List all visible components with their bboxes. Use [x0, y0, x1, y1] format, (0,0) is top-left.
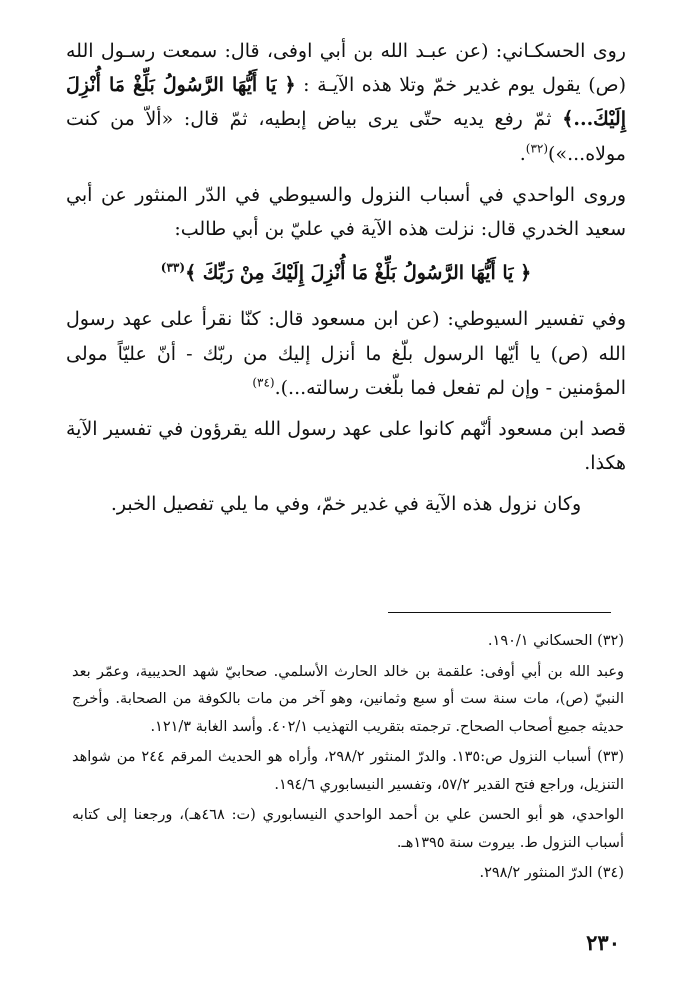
paragraph-ibn-masud [66, 412, 626, 480]
footnote-ref: (٣٢) [525, 141, 549, 156]
footnote-32: (٣٢) الحسكاني ١٩٠/١. [487, 633, 624, 649]
quran-verse: ﴿ يَا أَيُّهَا الرَّسُولُ بَلِّغْ مَا أُنْزِلَ إِلَيْكَ...﴾ [66, 74, 626, 131]
paragraph-text: ثمّ رفع يديه حتّى يرى بياض إبطيه، ثمّ قال: «ألاّ من كنت مولاه...») [66, 108, 626, 165]
footnotes [72, 628, 624, 891]
paragraph-ghadir [66, 487, 626, 521]
footnote-34: (٣٤) الدرّ المنثور ٢٩٨/٢. [479, 865, 624, 881]
paragraph-text: وكان نزول هذه الآية في غدير خمّ، وفي ما يلي تفصيل الخبر. [110, 493, 582, 516]
paragraph-text: وفي تفسير السيوطي: (عن ابن مسعود قال: كنّا نقرأ على عهد رسول الله (ص) يا أيّها الرسول بلّغ ما أنزل إليك من ربّك - أنّ عليّاً مولى المؤمنين - وإن لم تفعل فما بلّغت رسالته...). [66, 308, 626, 399]
paragraph-wahidi [66, 178, 626, 246]
quran-verse: ﴿ يَا أَيُّهَا الرَّسُولُ بَلِّغْ مَا أُنْزِلَ إِلَيْكَ مِنْ رَبِّكَ ﴾ [185, 262, 532, 285]
paragraph-suyuti [66, 302, 626, 405]
main-text [66, 34, 626, 529]
paragraph-text: روى الحسكـاني: (عن عبـد الله بن أبي اوفى، قال: سمعت رسـول الله (ص) يقول يوم غدير خمّ وتلا هذه الآيـة : [66, 40, 627, 97]
footnote-divider [388, 612, 611, 613]
page-number: ٢٣٠ [586, 930, 620, 955]
footnote-ref: (٣٤) [252, 375, 275, 390]
footnote-33: (٣٣) أسباب النزول ص:١٣٥. والدرّ المنثور ٢٩٨/٢، وأراه هو الحديث المرقم ٢٤٤ من شواهد التنزيل، وراجع فتح القدير ٥٧/٢، وتفسير النيسابوري ١٩٤/٦. [72, 749, 625, 793]
paragraph-hasakani: روى الحسكـاني: (عن عبـد الله بن أبي اوفى، قال: سمعت رسـول الله (ص) يقول يوم غدير خمّ وتلا هذه الآيـة : ﴿ يَا أَيُّهَا الرَّسُولُ بَلِّغْ مَا أُنْزِلَ إِلَيْكَ...﴾ ثمّ رفع يديه حتّى يرى بياض إبطيه، ثمّ قال: «ألاّ من كنت مولاه...»)$^{(٣٢)}$. [66, 40, 627, 165]
footnote-32-detail: وعبد الله بن أبي أوفى: علقمة بن خالد الحارث الأسلمي. صحابيّ شهد الحديبية، وعمّر بعد النبيّ (ص)، مات سنة ست أو سبع وثمانين، وهو آخر من مات بالكوفة من الصحابة. وأخرج حديثه جميع أصحاب الصحاح. ترجمته بتقريب التهذيب ٤٠٢/١. وأسد الغابة ١٢١/٣. [72, 663, 624, 735]
footnote-33-detail: الواحدي، هو أبو الحسن علي بن أحمد الواحدي النيسابوري (ت: ٤٦٨هـ)، ورجعنا إلى كتابه أسباب النزول ط. بيروت سنة ١٣٩٥هـ. [72, 807, 624, 851]
paragraph-text: وروى الواحدي في أسباب النزول والسيوطي في الدّر المنثور عن أبي سعيد الخدري قال: نزلت هذه الآية في عليّ بن أبي طالب: [66, 183, 626, 241]
footnote-ref: (٣٣) [160, 260, 186, 275]
quran-verse-line [66, 256, 626, 290]
paragraph-text: قصد ابن مسعود أنّهم كانوا على عهد رسول الله يقرؤون في تفسير الآية هكذا. [66, 418, 626, 475]
